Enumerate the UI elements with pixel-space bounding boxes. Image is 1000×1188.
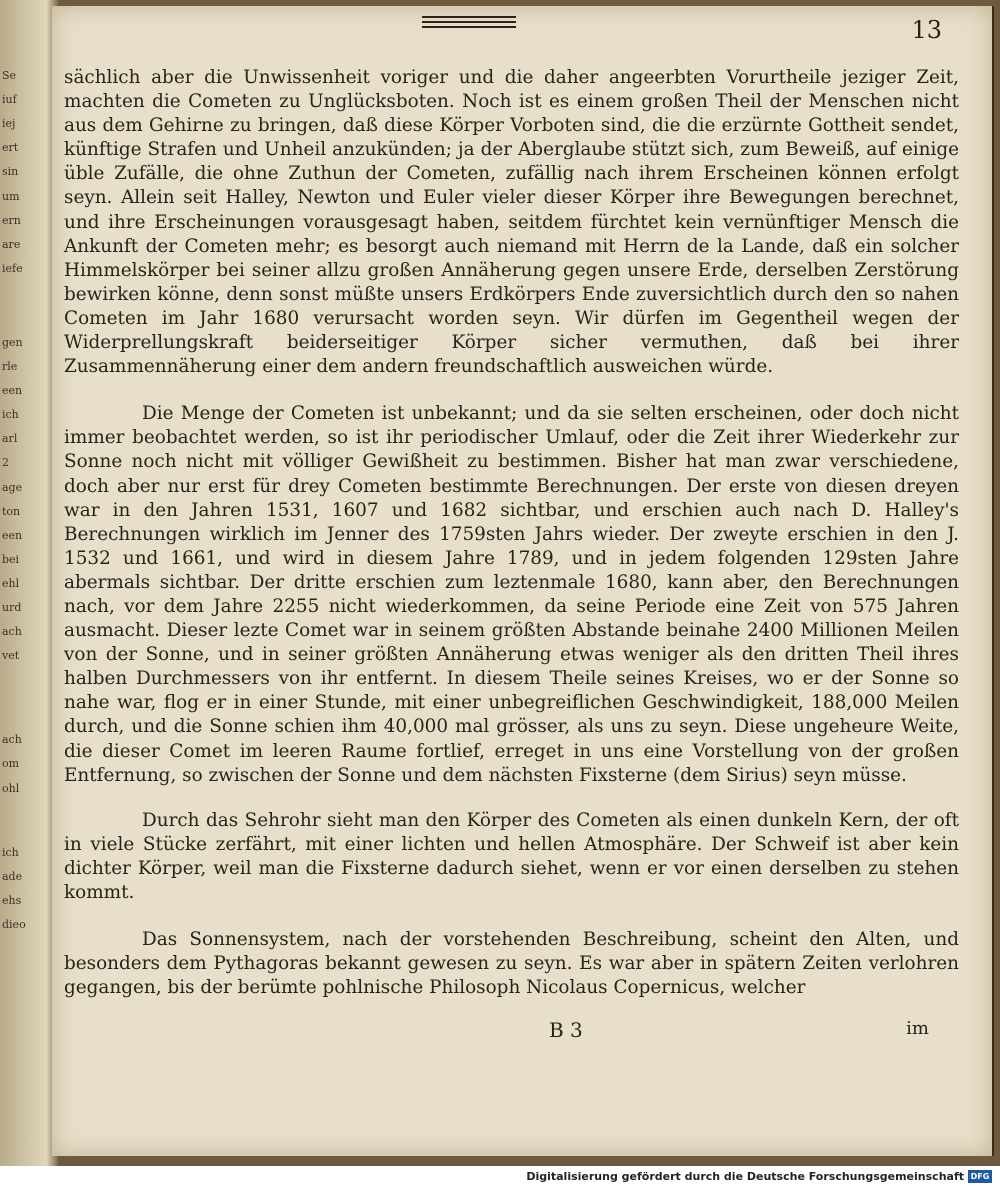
paragraph-comet-periods: Die Menge der Cometen ist unbekannt; und da sie selten erscheinen, oder doch nicht immer beobachtet werden, so ist ihr periodischer Umlauf, oder die Zeit ihrer Wiederkehr zur Sonne noch nicht mit völliger Gewißheit zu bestimmen. Bisher hat man zwar verschiedene, doch aber nur erst für drey Cometen bestimmte Berechnungen. Der erste von diesen dreyen war in den Jahren 1531, 1607 und 1682 sichtbar, und erschien auch nach D. Halley's Berechnungen wirklich im Jenner des 1759sten Jahrs wieder. Der zweyte erschien in den J. 1532 und 1661, und wird in diesem Jahre 1789, und in jedem folgenden 129sten Jahre abermals sichtbar. Der dritte erschien zum leztenmale 1680, kann aber, den Berechnungen nach, vor dem Jahre 2255 nicht wiederkommen, da seine Periode eine Zeit von 575 Jahren ausmacht. Dieser lezte Comet war in seinem größten Abstande beinahe 2400 Millionen Meilen von der Sonne, und in seiner größten Annäherung etwas weniger als den dritten Theil ihres halben Durchmessers von ihr entfernt. In diesem Theile seines Kreises, wo er der Sonne so nahe war, flog er in einer Stunde, mit einer unbegreiflichen Geschwindigkeit, 188,000 Meilen durch, und die Sonne schien ihm 40,000 mal grösser, als uns zu seyn. Diese ungeheure Weite, die dieser Comet im leeren Raume fortlief, erreget in uns eine Vorstellung von der großen Entfernung, so zwischen der Sonne und dem nächsten Fixsterne (dem Sirius) seyn müsse. <box>64 403 959 786</box>
paragraph-comets-superstition: sächlich aber die Unwissenheit voriger und die daher angeerbten Vorurtheile jeziger Zeit, machten die Cometen zu Unglücksboten. Noch ist es einem großen Theil der Menschen nicht aus dem Gehirne zu bringen, daß diese Körper Vorboten sind, die die erzürnte Gottheit sendet, künftige Strafen und Unheil anzukünden; ja der Aberglaube stützt sich, zum Beweiß, auf einige üble Zufälle, die ohne Zuthun der Cometen, zufällig nach ihrem Erscheinen können erfolgt seyn. Allein seit Halley, Newton und Euler vieler dieser Körper ihre Bewegungen berechnet, und ihre Erscheinungen vorausgesagt haben, seitdem fürchtet kein vernünftiger Mensch die Ankunft der Cometen mehr; es besorgt auch niemand mit Herrn de la Lande, daß ein solcher Himmelskörper bei seiner allzu großen Annäherung gegen unsere Erde, derselben Zerstörung bewirken könne, denn sonst müßte unsers Erdkörpers Ende zuversichtlich durch den so nahen Cometen im Jahr 1680 verursacht worden seyn. Wir dürfen im Gegentheil wegen der Widerprellungskraft beiderseitiger Körper sicher vermuthen, daß bei ihrer Zusammennäherung einer dem andern freundschaftlich ausweichen würde. <box>64 67 959 378</box>
facing-page-fragment: um <box>2 189 20 203</box>
dfg-logo: DFG <box>968 1170 992 1183</box>
header-ornament-rule <box>422 16 516 32</box>
facing-page-fragment: bei <box>2 552 20 566</box>
facing-page-fragment: ich <box>2 845 19 859</box>
facing-page-fragment: ton <box>2 504 21 518</box>
facing-page-fragment: vet <box>2 649 20 663</box>
facing-page-fragment: rle <box>2 360 18 373</box>
facing-page-fragment: iej <box>2 117 16 131</box>
paragraph-solar-system: Das Sonnensystem, nach der vorstehenden Beschreibung, scheint den Alten, und besonders dem Pythagoras bekannt gewesen zu seyn. Es war aber in spätern Zeiten verlohren gegangen, bis der berümte pohlnische Philosoph Nicolaus Copernicus, welcher <box>64 929 959 999</box>
catchword: im <box>906 1018 929 1039</box>
facing-page-fragment: gen <box>2 335 23 349</box>
facing-page-fragment: ehs <box>2 893 22 907</box>
paragraph-comet-telescope: Durch das Sehrohr sieht man den Körper des Cometen als einen dunkeln Kern, der oft in viele Stücke zerfährt, mit einer lichten und hellen Atmosphäre. Der Schweif ist aber kein dichter Körper, weil man die Fixsterne dadurch siehet, wenn er vor einen derselben zu stehen kommt. <box>64 809 959 903</box>
facing-page-fragment: om <box>2 757 20 771</box>
facing-page-fragment: arl <box>2 432 18 446</box>
facing-page-fragment: sin <box>2 165 19 179</box>
facing-page-fragment: ach <box>2 733 22 747</box>
page-number: 13 <box>911 16 942 44</box>
facing-page-fragment: ehl <box>2 576 20 590</box>
facing-page-fragment: iefe <box>2 261 23 275</box>
facing-page-fragment: een <box>2 384 23 398</box>
facing-page-fragment: ade <box>2 869 23 883</box>
page-foot-line <box>64 1018 959 1044</box>
facing-page-fragment: are <box>2 237 21 251</box>
facing-page-fragment: 2 <box>2 456 9 470</box>
funding-credit: Digitalisierung gefördert durch die Deutsche Forschungsgemeinschaft <box>526 1170 964 1183</box>
signature-mark: B 3 <box>549 1018 583 1042</box>
facing-page-fragment: ern <box>2 213 21 227</box>
page-body-text <box>64 66 959 1000</box>
facing-page-fragment: iuf <box>2 93 17 107</box>
facing-page-fragment: dieo <box>2 917 26 931</box>
facing-page-fragment: ert <box>2 141 19 155</box>
facing-page-fragment: Se <box>2 69 17 82</box>
facing-page-fragment: een <box>2 528 23 542</box>
facing-page-fragment: urd <box>2 601 22 614</box>
facing-page-fragment: ach <box>2 625 22 639</box>
facing-page-fragment: age <box>2 480 23 494</box>
book-page <box>52 6 994 1156</box>
digitization-footer <box>0 1166 1000 1188</box>
facing-page-edge <box>0 0 58 1166</box>
facing-page-fragment: ich <box>2 408 19 422</box>
facing-page-fragment: ohl <box>2 781 20 795</box>
